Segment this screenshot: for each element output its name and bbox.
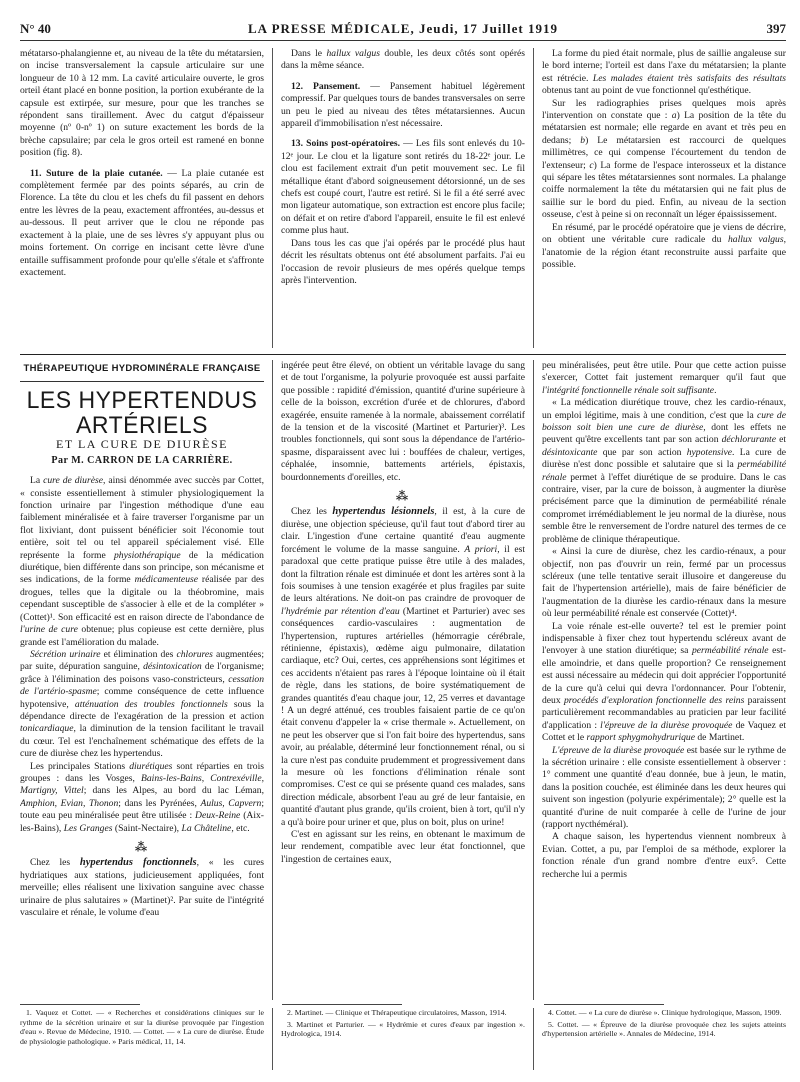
text: de Martinet. [694, 732, 745, 744]
footnote-rule [544, 1004, 664, 1005]
paragraph [542, 360, 786, 397]
text: Dans le [291, 48, 327, 59]
paragraph [542, 222, 786, 272]
paragraph: métatarso-phalangienne et, au niveau de la tête du métatarsien, on incise transversalement la capsule articulaire sur une longueur de 10 à 12 mm. La cavité articulaire ouverte, le gros orteil étant placé en bonne position, la portion exubérante de la capsule est extirpée, sur mesure, pour que les tranches se répondent sans tiraillement. Avec du catgut d'épaisseur moyenne (nº 0-nº 1) on suture exactement les bords de la brèche capsulaire; par cela le gros orteil est ramené en bonne position (fig. 8). [20, 48, 264, 159]
text: La [30, 475, 44, 487]
text: peu minéralisées, peut être utile. Pour que cette action puisse s'exercer, Cottet fait justement remarquer qu'il faut que [542, 360, 786, 384]
text: est-elle amoindrie, et dans quelle proportion? Ce renseignement est aussi nécessaire au médecin qui doit apprécier l'opportunité de la cure qu'à celui qui devra l'ordonnancer. Pour l'obtenir, deux [542, 645, 786, 706]
text: et [775, 434, 786, 446]
text: permet à l'effet diurétique de se produire. Dans le cas contraire, viser, par la cure de boisson, à augmenter la diurèse précisément parce que la diminution de perméabilité rénale compromet irrémédiablement le jeu normal de la diurèse, nous semble être le renversement de l'ordre naturel des termes de ce problème de clinique thérapeutique. [542, 471, 786, 545]
paragraph: « Ainsi la cure de diurèse, chez les cardio-rénaux, a pour objectif, non pas d'ouvrir un rein, fermé par un processus scléreux (une telle tentative serait illusoire et dangereuse du fait de l'hypertension artérielle), mais de faire bénéficier de l'augmentation de la diurèse les cardio-rénaux dans la mesure où leur perméabilité rénale est conservée (Cottet)⁴. [542, 546, 786, 620]
running-header [20, 18, 786, 41]
text: est basée sur le rythme de la sécrétion urinaire : elle consiste essentiellement à observer : 1° comment une quantité d'eau donnée, bue à jeun, le matin, dans la position couchée, est éliminée dans les deux heures qui suivent son ingestion (polyurie expérimentale); 2° quelle est la quantité d'urine de nuit comparée à celle de l'urine de jour (rapport nycthéméral). [542, 744, 786, 831]
italic-text: tonicardiaque [20, 723, 74, 735]
footnote: 2. Martinet. — Clinique et Thérapeutique circulatoires, Masson, 1914. [287, 1008, 507, 1017]
footnote: 4. Cottet. — « La cure de diurèse ». Clinique hydrologique, Masson, 1909. [548, 1008, 782, 1017]
footnotes [20, 1008, 786, 1070]
text: (Martinet et Parturier) avec ses conséquences cardio-vasculaires : augmentation de l'hypertension, ruptures artérielles (hémorragie cérébrale, rétinienne, épistaxis), œdème aigu pulmonaire, dilatation cardiaque, etc? Oui, certes, ces appréhensions sont légitimes et ces accidents n'étaient pas rares à l'époque lointaine où il était de règle, dans les stations, de boire systématiquement de grandes quantités d'eau chaque jour, 12, 25 verres et davantage ! A un degré atténué, ces troubles faisaient partie de ce qu'on était convenu d'appeler la « crise thermale ». Actuellement, on ne peut les observer que si l'on fait boire des hypertendus, sans avoir, au préalable, déterminé leur fonctionnement rénal, ou si la cure n'est pas conduite prudemment et progressivement dans la mesure où les fonctions d'élimination rénale sont compromises. C'est ce qui se présente quand ces malades, sans direction médicale, absorbent l'eau au gré de leur fantaisie, en quantité d'autant plus grande, qu'ils croient, bien à tort, qu'il n'y a qu'à boire pour uriner et que, plus on boit, plus on urine! [281, 605, 525, 828]
text: , la diminution de la tension facilitant le travail du cœur. Tel est l'enchaînement schématique des effets de la cure de diurèse chez les hypertendus. [20, 723, 264, 760]
italic-text: l'intégrité fonctionnelle rénale soit suffisante [542, 384, 715, 396]
italic-text: b [580, 134, 586, 146]
text: ; comme conséquence de cette influence hypotensive, [20, 686, 264, 710]
text: , etc. [231, 822, 250, 834]
top-column-1 [20, 48, 273, 348]
text: ; dans les Pyrénées, [118, 797, 201, 809]
journal-title: LA PRESSE MÉDICALE, Jeudi, 17 Juillet 1919 [248, 21, 558, 36]
text: Chez les [291, 506, 333, 518]
asterism-separator: ⁂ [395, 489, 411, 504]
text: ; toute eau peu minéralisée peut être utilisée : [20, 797, 264, 822]
footnotes-column-2 [273, 1008, 534, 1070]
text: (Aix-les-Bains), [20, 810, 264, 834]
paragraph [20, 857, 264, 919]
footnote-rule [20, 1004, 140, 1005]
previous-article-columns [20, 48, 786, 348]
footnote: 5. Cottet. — « Épreuve de la diurèse provoquée chez les sujets atteints d'hypertension artérielle ». Annales de Médecine, 1914. [542, 1019, 786, 1039]
footnotes-column-3 [534, 1008, 786, 1070]
italic-text: médicamenteuse [134, 574, 198, 586]
italic-text: hypotensive [686, 446, 733, 458]
text: de l'organisme; grâce à l'élimination des poisons vaso-constricteurs, [20, 661, 264, 685]
text: augmentées; par suite, dépuration sanguine, [20, 648, 264, 673]
article-columns [20, 360, 786, 1000]
text: de la médication diurétique, bien différente dans son principe, son mécanisme et ses indications, de la forme [20, 549, 264, 586]
italic-text: hallux valgus [728, 234, 784, 246]
italic-text: déchlorurante [721, 434, 776, 446]
italic-text: chlorures [176, 648, 213, 660]
italic-text: L'épreuve de la diurèse provoquée [552, 744, 685, 756]
text: réalisée par des drogues, telles que la digitale ou la théobromine, mais cependant susceptible de s'associer à elle et de la compléter » (Cottet)¹. Son efficacité est en raison directe de l'abondance de [20, 574, 264, 623]
paragraph [281, 138, 525, 237]
italic-text: c [589, 159, 594, 171]
italic-text: Sécrétion urinaire [30, 648, 101, 660]
paragraph [20, 475, 264, 649]
italic-text: procédés d'exploration fonctionnelle des reins [563, 694, 745, 706]
text: , l'anatomie de la région étant reconstruite aussi parfaite que possible. [542, 234, 786, 270]
italic-text: cessation de l'artério-spasme [20, 673, 264, 698]
text: que par son action [597, 446, 687, 458]
text: En résumé, par le procédé opératoire que je viens de décrire, on obtient une véritable cure radicale du [542, 221, 786, 246]
text: et élimination des [100, 648, 177, 660]
newspaper-page [20, 18, 786, 1070]
text: . [714, 384, 717, 396]
italic-text: hallux valgus [326, 48, 380, 59]
paragraph [20, 649, 264, 761]
text: sont réparties en trois groupes : dans les Vosges, [20, 760, 264, 784]
section-heading: 13. Soins post-opératoires. [291, 138, 401, 150]
paragraph-text: — La plaie cutanée est complètement fermée par des points séparés, au crin de Florence. La tête du clou et les chefs du fil passent en dehors entre les lèvres de la peau, exactement affrontées, au-dessus et au-dessous. Il peut arriver que le clou ne réponde pas exactement à la plaie, une de ses lèvres s'y appuyant plus ou moins fortement. On corrige en incisant cette lèvre d'une entaille suffisamment profonde pour qu'elle s'étale et s'affronte exactement. [20, 167, 264, 278]
text: , « les cures hydriatiques aux stations, judicieusement appliquées, font merveille; elles réalisent une lixivation sanguine avec chasse urinaire de plus salutaires » (Martinet)². Par suite de l'intégrité vasculaire et rénale, le volume d'eau [20, 857, 265, 919]
paragraph [542, 48, 786, 98]
text: Sur les radiographies prises quelques mois après l'intervention on constate que : [542, 97, 786, 122]
italic-text: Amphion, Evian, Thonon [20, 797, 119, 809]
paragraph: C'est en agissant sur les reins, en obtenant le maximum de leur rendement, compatible avec leur état fonctionnel, que l'ingestion de certaines eaux, [281, 829, 525, 865]
text: , il est paradoxal que cette pratique puisse être utile à des malades, dont la filtration rénale est diminuée et dont les artères sont à la fois soumises à une tension exagérée et plus fragiles par suite de leurs altérations. Ne doit-on pas craindre de provoquer de [281, 543, 525, 605]
italic-text: La Châteline [181, 822, 232, 834]
text: obtenus tant au point de vue fonctionnel qu'esthétique. [542, 85, 752, 97]
paragraph: Dans tous les cas que j'ai opérés par le procédé plus haut décrit les résultats obtenus ont été absolument parfaits. J'ai eu l'occasion de revoir plusieurs de mes opérés quelque temps après l'intervention. [281, 237, 525, 286]
section-heading: 12. Pansement. [291, 80, 361, 92]
text: Chez les [30, 857, 80, 869]
paragraph: ingérée peut être élevé, on obtient un véritable lavage du sang et de tout l'organisme, la polyurie provoquée est aussi parfaite que possible : rapidité d'émission, quantité d'urine supérieure à celle de la boisson, excrétion d'urée et de chlorures, d'abord exagérée, ensuite ramenée à la normale, abaissement corrélatif de la tension et de la viscosité (Martinet et Parturier)³. Les troubles fonctionnels, qui sont sous la dépendance de l'artério-spasme, disparaissent avec lui : bouffées de chaleur, vertiges, céphalée, insomnie, battements artériels, épistaxis, bourdonnements d'oreilles, etc. [281, 360, 525, 483]
text: ; dans les Alpes, au bord du lac Léman, [83, 785, 265, 797]
text: La forme du pied était normale, plus de saillie angaleuse sur le bord interne; l'orteil est dans l'axe du métatarsien; la plante est rétrécie. [542, 48, 786, 84]
text: sous la dépendance directe de l'exagération de la pression et action [20, 698, 264, 722]
text: obtenue; plus copieuse est cette dernière, plus grande est l'amélioration du malade. [20, 624, 264, 648]
section-rubric: THÉRAPEUTIQUE HYDROMINÉRALE FRANÇAISE [20, 360, 264, 382]
bold-italic-text: hypertendus fonctionnels [79, 857, 197, 869]
italic-text: l'urine de cure [20, 624, 78, 636]
text: ) Le métatarsien est raccourci de quelques millimètres, ce qui compense l'écourtement du tendon de l'extenseur; [542, 134, 786, 171]
italic-text: Deux-Reine [195, 810, 241, 822]
italic-text: cure de diurèse [43, 475, 103, 487]
text: ) La forme de l'espace interosseux et la distance qui sépare les têtes métatarsiennes sont normales. La phalange coiffe normalement la tête du métatarsien qui ne fait plus de saillie sur le bord du pied. Enfin, au niveau de la section osseuse, c'est à peine si on reconnaît un léger épaississement. [542, 159, 786, 221]
paragraph [20, 761, 264, 835]
paragraph [542, 98, 786, 222]
article-title: LES HYPERTENDUS ARTÉRIELS [26, 386, 258, 439]
footnote: 3. Martinet et Parturier. — « Hydrémie et cures d'eaux par ingestion ». Hydrologica, 1914. [281, 1019, 525, 1039]
article-column-1 [20, 360, 273, 1000]
text: Les principales Stations [30, 760, 130, 772]
italic-text: A priori [464, 543, 498, 555]
paragraph [281, 48, 525, 73]
italic-text: Les malades étaient très satisfaits des résultats [592, 72, 786, 84]
article-subtitle: ET LA CURE DE DIURÈSE [56, 437, 228, 452]
italic-text: l'épreuve de la diurèse provoquée [600, 719, 733, 731]
paragraph [542, 621, 786, 745]
italic-text: atténuation des troubles fonctionnels [74, 698, 228, 710]
text: (Saint-Nectaire), [112, 822, 182, 834]
text: de Vaquez et Cottet et le [542, 719, 786, 744]
italic-text: perméabilité rénale [542, 459, 786, 483]
italic-text: perméabilité rénale [691, 645, 769, 657]
text: « La médication diurétique trouve, chez les cardio-rénaux, un emploi légitime, mais à une condition, c'est que la [542, 397, 786, 421]
italic-text: cure de boisson soit bien une cure de diurèse [542, 409, 786, 434]
italic-text: physiothérapique [114, 549, 181, 561]
text: , dont les effets ne peuvent qu'être excellents tant par son action [542, 422, 786, 446]
italic-text: Les Granges [63, 822, 113, 834]
italic-text: Aulus, Capvern [200, 797, 262, 809]
footnote: 1. Vaquez et Cottet. — « Recherches et considérations cliniques sur le rythme de la sécrétion urinaire et sur la diurèse provoquée par l'ingestion d'eau ». Revue de Médecine, 1910. — Cottet. — « La cure de diurèse. Étude de physiologie pathologique. » Paris médical, 11, 14. [20, 1008, 264, 1046]
article-column-3 [534, 360, 786, 1000]
italic-text: l'hydrémie par rétention d'eau [281, 605, 400, 617]
page-number: 397 [766, 21, 786, 36]
article-column-2 [273, 360, 534, 1000]
asterism-separator: ⁂ [134, 840, 150, 854]
text: double, les deux côtés sont opérés dans la même séance. [281, 48, 526, 72]
text: paraissent particulièrement recommandables au praticien par leur facilité d'application : [542, 694, 786, 731]
text: . La cure de diurèse n'est donc possible et salutaire que si la [542, 446, 786, 471]
paragraph [281, 81, 525, 131]
paragraph [542, 745, 786, 832]
italic-text: diurétiques [129, 760, 173, 772]
paragraph: A chaque saison, les hypertendus viennent nombreux à Evian. Cottet, a pu, par l'emploi de sa méthode, explorer la fonction rénale d'un grand nombre d'entre eux⁵. Cette recherche lui a permis [542, 831, 786, 880]
italic-text: désintoxicante [542, 446, 598, 458]
footnotes-column-1 [20, 1008, 273, 1070]
text: , il est, à la cure de diurèse, une objection spécieuse, qu'il faut tout d'abord tirer au clair. L'ingestion d'une certaine quantité d'eau augmente forcément le volume de la masse sanguine. [281, 506, 526, 555]
top-column-2 [273, 48, 534, 348]
paragraph [20, 168, 264, 280]
paragraph-text: — Pansement habituel légèrement compressif. Par quelques tours de bandes transversales on serre un peu le pied au niveau des têtes métatarsiennes. Aucun appareil d'immobilisation n'est nécessaire. [281, 80, 525, 130]
section-heading: 11. Suture de la plaie cutanée. [30, 167, 163, 179]
section-divider [20, 354, 786, 355]
paragraph [281, 506, 525, 829]
paragraph [542, 397, 786, 546]
text: ) La position de la tête du métatarsien est normale; elle regarde en avant et très peu en dedans; [542, 110, 786, 146]
italic-text: Bains-les-Bains, Contrexéville, Martigny, Vittel [20, 772, 264, 797]
footnote-rule [282, 1004, 402, 1005]
text: La voie rénale est-elle ouverte? tel est le premier point indispensable à fixer chez tout hypertendu scléreux avant de l'envoyer à une station diurétique; sa [542, 620, 786, 657]
italic-text: désintoxication [143, 661, 202, 673]
top-column-3 [534, 48, 786, 348]
bold-italic-text: hypertendus lésionnels [332, 506, 435, 518]
issue-number: N° 40 [20, 21, 51, 36]
paragraph-text: — Les fils sont enlevés du 10-12ᵉ jour. Le clou et la ligature sont retirés du 18-22ᵉ jour. Le clou est facilement extrait d'un petit mouvement sec. Le fil métallique étant d'abord soigneusement détorsionné, un de ses chefs est coupé court, l'autre est retiré. Si le fil a été serré avec mon ligateur automatique, son extraction est encore plus facile; on défait et on retire d'abord l'appareil, ensuite le fil est enlevé comme plus haut. [281, 138, 525, 237]
italic-text: rapport sphygmohydrurique [586, 732, 695, 744]
text: , ainsi dénommée avec succès par Cottet, « consiste essentiellement à stimuler physiologiquement la fonction urinaire par l'ingestion méthodique d'une eau faiblement minéralisée et à faire traverser l'organisme par un flot lixiviant, dont puissent bénéficier soit l'économie tout entière, soit tel ou tel appareil spécialement visé. Elle représente la forme [20, 475, 264, 561]
italic-text: a [671, 110, 677, 122]
article-author: Par M. CARRON DE LA CARRIÈRE. [51, 454, 233, 466]
